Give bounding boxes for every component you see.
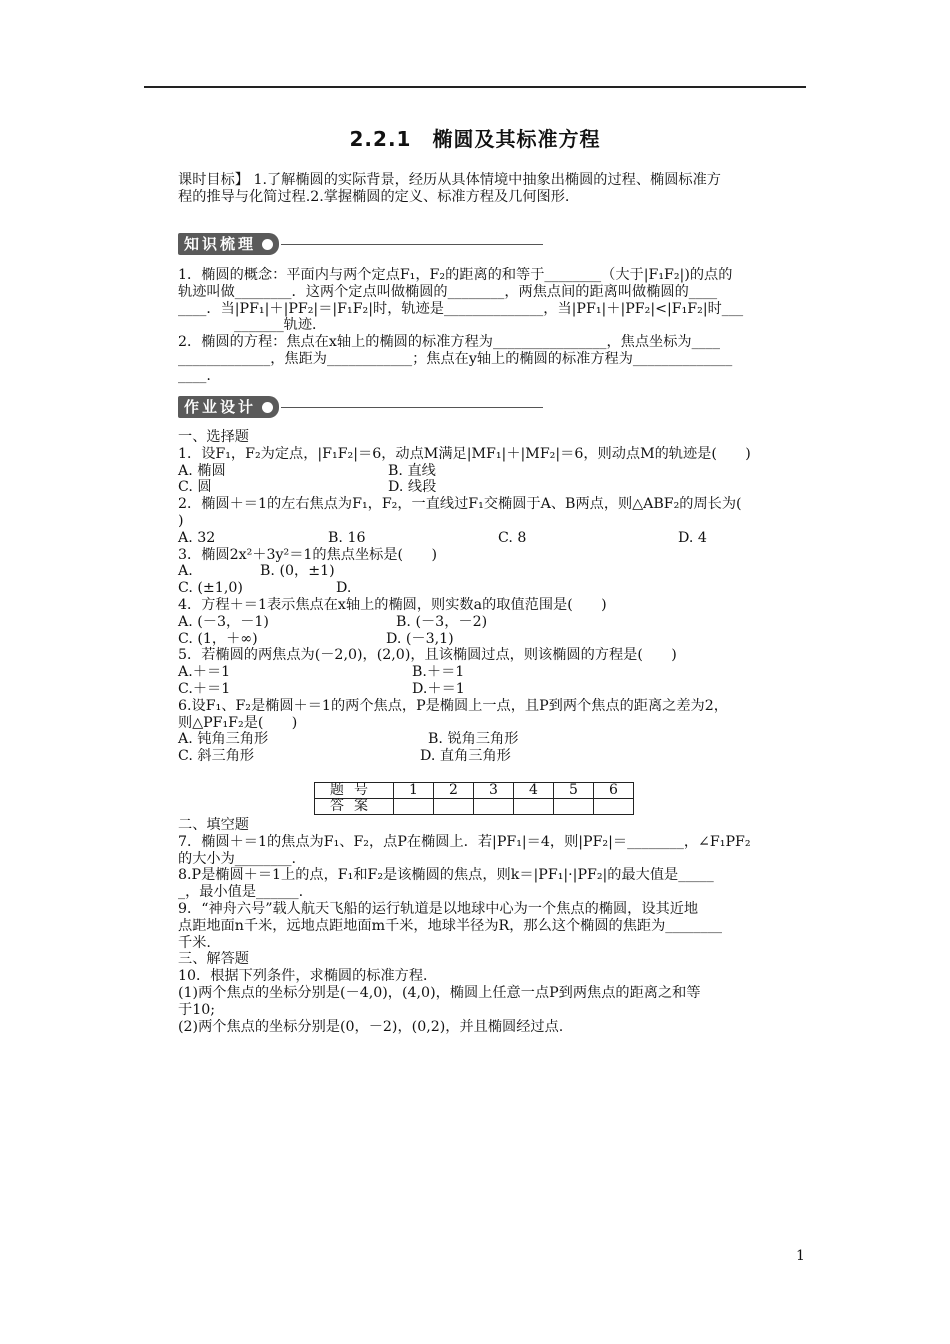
question-9: 9．“神舟六号”载人航天飞船的运行轨道是以地球中心为一个焦点的椭圆，设其近地 — [178, 900, 699, 917]
part-heading: 二、填空题 — [178, 817, 249, 833]
dot-icon — [262, 239, 273, 250]
choice-questions: 一、选择题 1．设F₁，F₂为定点，|F₁F₂|＝6，动点M满足|MF₁|＋|MF₂|＝6，则动点M的轨迹是( ) A. 椭圆 B. 直线 C. 圆 D. 线段 2．椭圆＋＝1的左右焦点为F₁，F₂，一直线过F₁交椭圆于A、B两点，则△ABF₂的周长为( ) A. 32 B. 16 C. 8 D. 4 3．椭圆2x²＋3y²＝1的焦点坐标是( ) A. B. (0，±1) C. (±1,0) D. 4．方程＋＝1表示焦点在x轴上的椭圆，则实数a的取值范围是( ) A. (－3，－1) B. (－3，－2) C. (1，＋∞) D. (－3,1) 5．若椭圆的两焦点为(－2,0)，(2,0)，且该椭圆过点，则该椭圆的方程是( ) A.＋＝1 B.＋＝1 C.＋＝1 D.＋＝1 6.设F₁、F₂是椭圆＋＝1的两个焦点，P是椭圆上一点，且P到两个焦点的距离之差为2， 则△PF₁F₂是( ) A. 钝角三角形 B. 锐角三角形 C. 斜三角形 D. 直角三角形 — [178, 429, 806, 765]
question-5: 5．若椭圆的两焦点为(－2,0)，(2,0)，且该椭圆过点，则该椭圆的方程是( ) — [178, 647, 677, 664]
part-heading: 三、解答题 — [178, 951, 249, 968]
answer-cell[interactable] — [594, 799, 634, 815]
question-3: 3．椭圆2x²＋3y²＝1的焦点坐标是( ) — [178, 546, 438, 563]
section-homework-header — [178, 396, 543, 418]
question-6: 6.设F₁、F₂是椭圆＋＝1的两个焦点，P是椭圆上一点，且P到两个焦点的距离之差为2， — [178, 697, 728, 714]
answer-cell[interactable] — [554, 799, 594, 815]
section-rule — [281, 244, 543, 245]
lesson-goal: 课时目标】 1.了解椭圆的实际背景，经历从具体情境中抽象出椭圆的过程、椭圆标准方 程的推导与化简过程.2.掌握椭圆的定义、标准方程及几何图形. — [178, 172, 721, 205]
answer-table: 题号 1 2 3 4 5 6 答案 — [314, 782, 634, 815]
answer-cell[interactable] — [474, 799, 514, 815]
section-label: 知识梳理 — [178, 233, 279, 255]
question-7: 7．椭圆＋＝1的焦点为F₁、F₂，点P在椭圆上．若|PF₁|＝4，则|PF₂|＝________，∠F₁PF₂ — [178, 833, 751, 850]
question-8: 8.P是椭圆＋＝1上的点，F₁和F₂是该椭圆的焦点，则k＝|PF₁|·|PF₂|的最大值是_____ — [178, 867, 714, 884]
knowledge-summary: 1．椭圆的概念：平面内与两个定点F₁，F₂的距离的和等于________（大于|F₁F₂|)的点的 轨迹叫做________．这两个定点叫做椭圆的________，两焦点间的距离叫做椭圆的____ ____．当|PF₁|＋|PF₂|＝|F₁F₂|时，轨迹是______________，当|PF₁|＋|PF₂|<|F₁F₂|时___ _______轨迹． 2．椭圆的方程：焦点在x轴上的椭圆的标准方程为________________，焦点坐标为____ _____________，焦距为____________；焦点在y轴上的椭圆的标准方程为______________ ____. — [178, 267, 744, 384]
page-number: 1 — [796, 1248, 805, 1264]
question-10: 10．根据下列条件，求椭圆的标准方程． — [178, 968, 438, 985]
question-1: 1．设F₁，F₂为定点，|F₁F₂|＝6，动点M满足|MF₁|＋|MF₂|＝6，则动点M的轨迹是( ) — [178, 445, 751, 462]
page-title: 2.2.1 椭圆及其标准方程 — [349, 127, 601, 151]
dot-icon — [262, 402, 273, 413]
section-label: 作业设计 — [178, 396, 279, 418]
question-2: 2．椭圆＋＝1的左右焦点为F₁，F₂，一直线过F₁交椭圆于A、B两点，则△ABF₂的周长为( — [178, 496, 742, 513]
answer-cell[interactable] — [394, 799, 434, 815]
header-rule — [144, 86, 806, 88]
part-heading: 一、选择题 — [178, 429, 249, 445]
fill-and-solve-questions: 二、填空题 7．椭圆＋＝1的焦点为F₁、F₂，点P在椭圆上．若|PF₁|＝4，则|PF₂|＝________，∠F₁PF₂ 的大小为________. 8.P是椭圆＋＝1上的点，F₁和F₂是该椭圆的焦点，则k＝|PF₁|·|PF₂|的最大值是_____ _，最小值是______. 9．“神舟六号”载人航天飞船的运行轨道是以地球中心为一个焦点的椭圆，设其近地 点距地面n千米，远地点距地面m千米，地球半径为R，那么这个椭圆的焦距为________ 千米. 三、解答题 10．根据下列条件，求椭圆的标准方程． (1)两个焦点的坐标分别是(－4,0)，(4,0)，椭圆上任意一点P到两焦点的距离之和等 于10; (2)两个焦点的坐标分别是(0，－2)，(0,2)，并且椭圆经过点. — [178, 817, 806, 1035]
section-knowledge-header — [178, 233, 543, 255]
answer-cell[interactable] — [434, 799, 474, 815]
section-rule — [281, 407, 543, 408]
question-4: 4．方程＋＝1表示焦点在x轴上的椭圆，则实数a的取值范围是( ) — [178, 596, 607, 613]
answer-cell[interactable] — [514, 799, 554, 815]
